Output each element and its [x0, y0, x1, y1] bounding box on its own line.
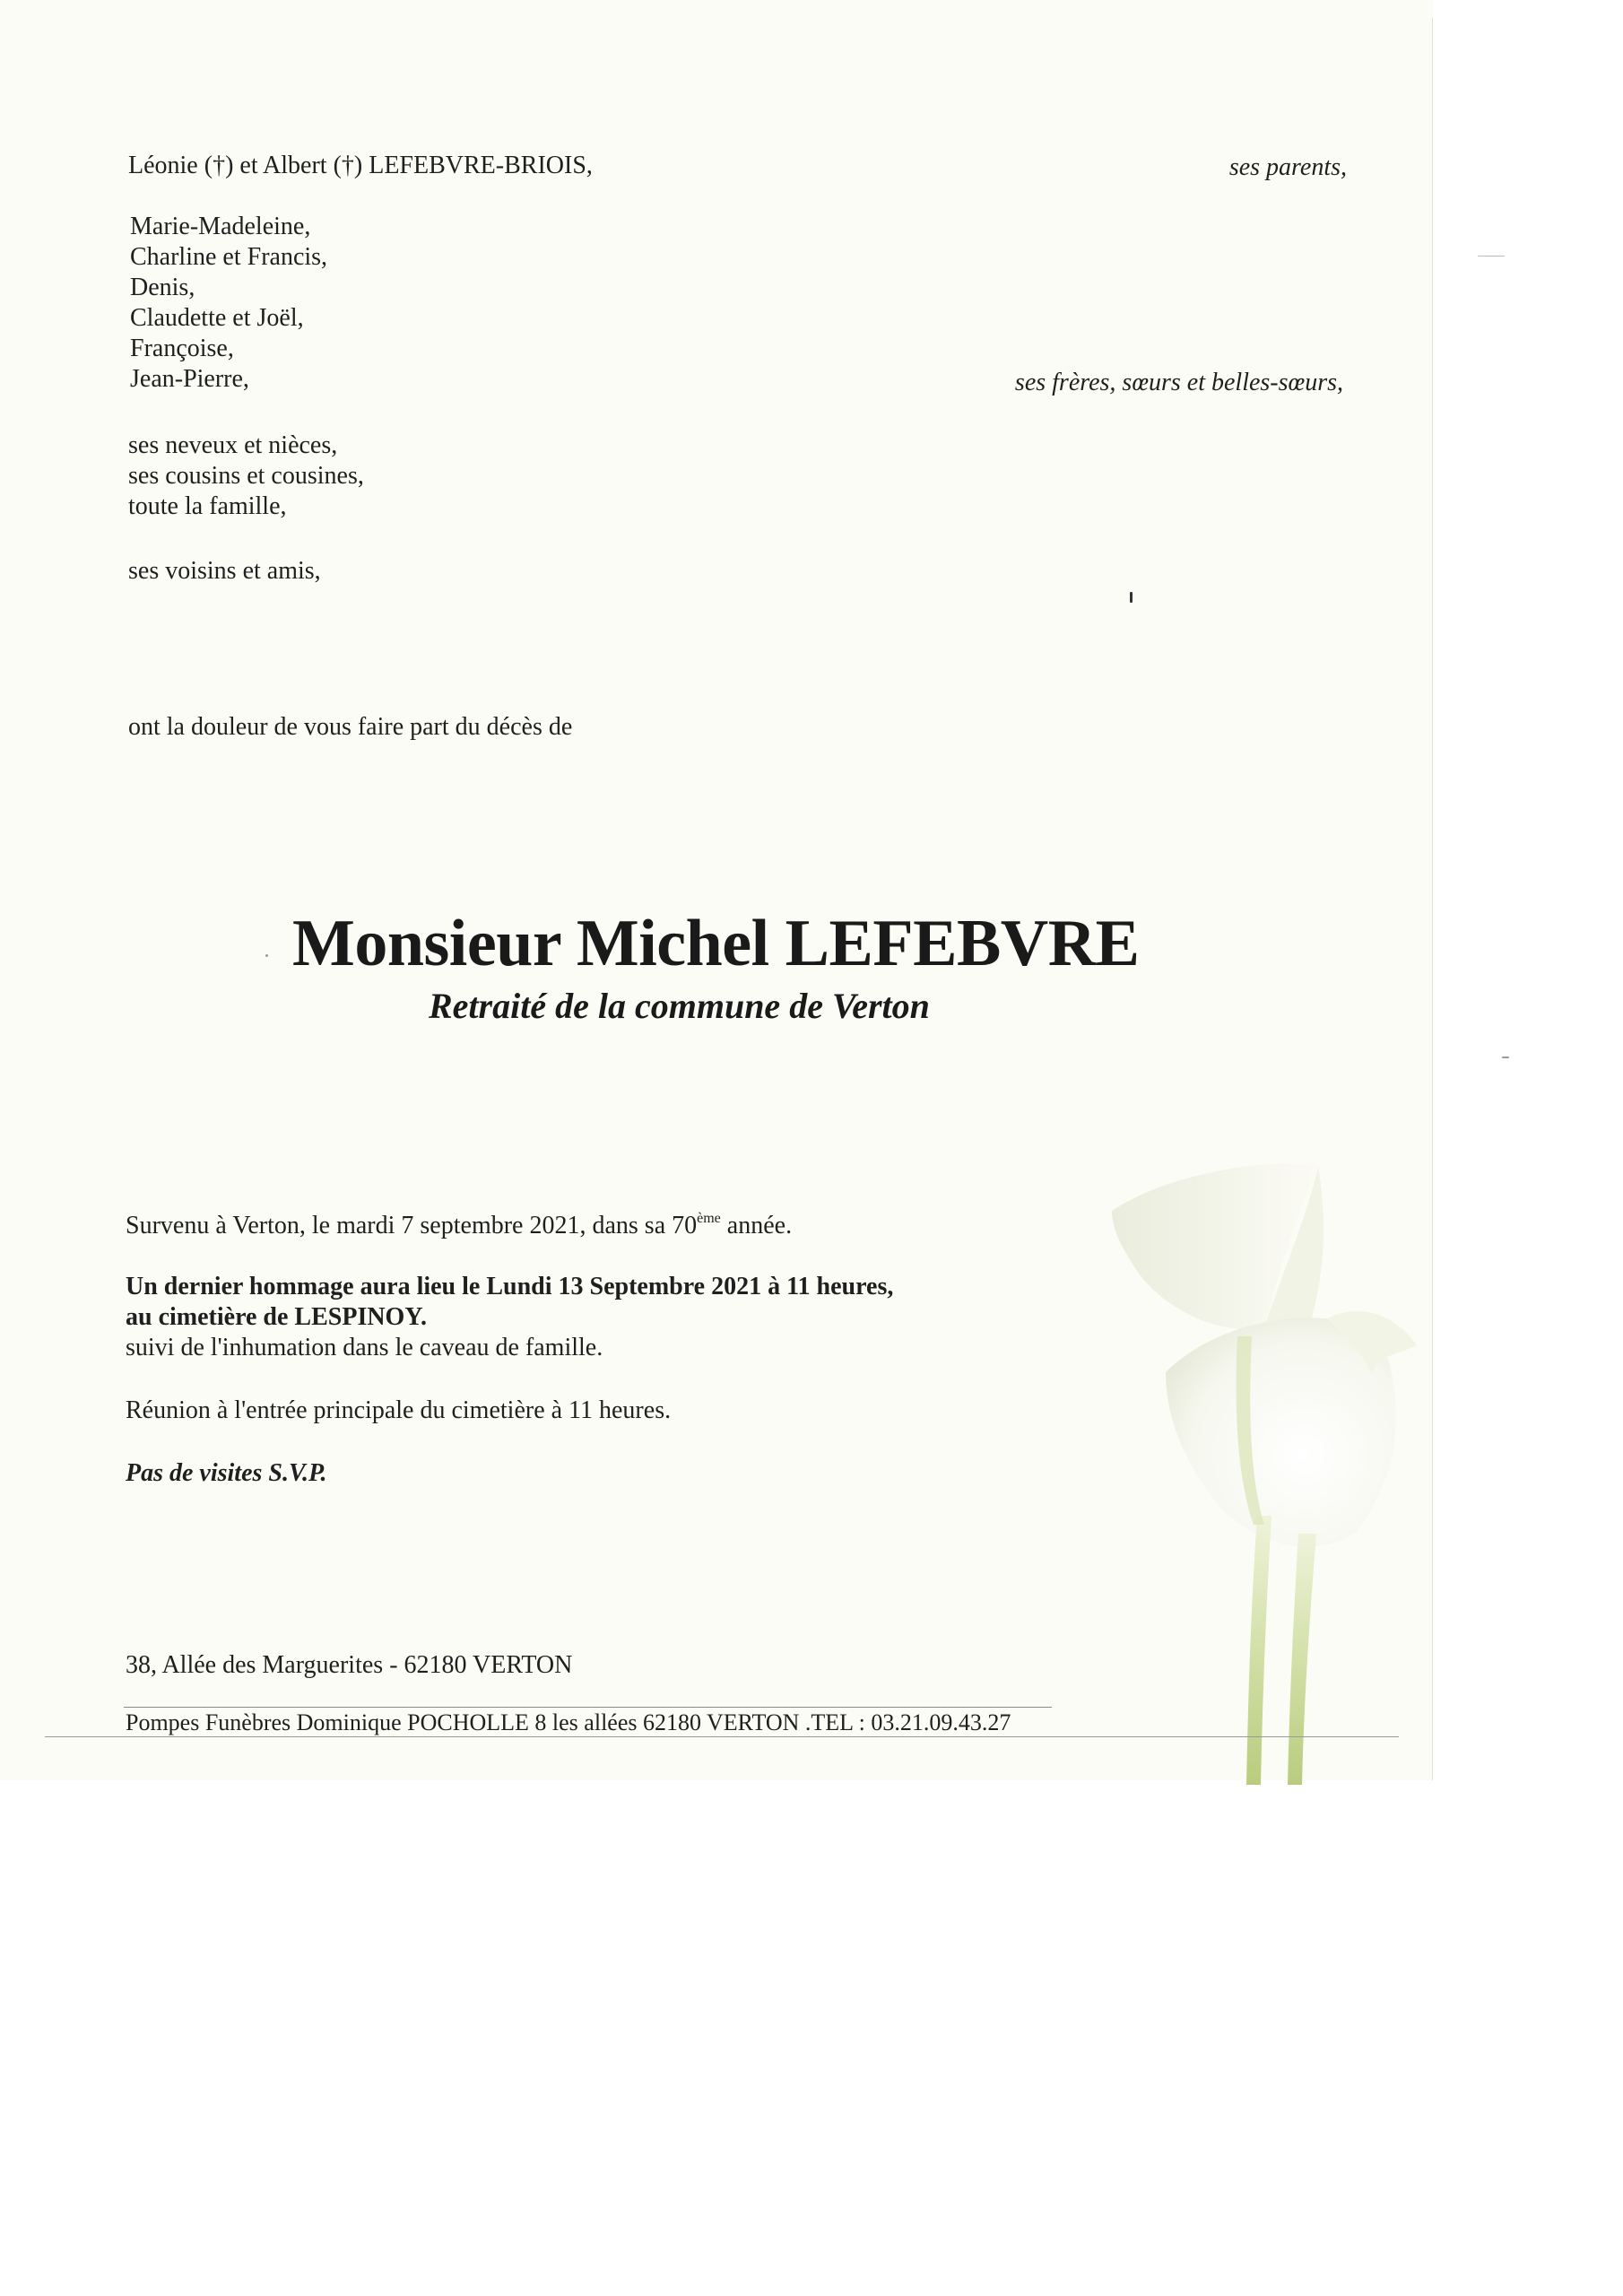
extended-family-line: ses neveux et nièces,: [128, 431, 338, 459]
gathering-line: Réunion à l'entrée principale du cimetière à 11 heures.: [126, 1396, 672, 1424]
sibling-name: Denis,: [130, 274, 195, 301]
stem-left: [1246, 1516, 1271, 1785]
announcement-line: ont la douleur de vous faire part du décès de: [128, 713, 573, 741]
funeral-home-line: Pompes Funèbres Dominique POCHOLLE 8 les allées 62180 VERTON .TEL : 03.21.09.43.27: [126, 1709, 1011, 1735]
death-notice: [126, 1211, 792, 1241]
deceased-subtitle: Retraité de la commune de Verton: [429, 986, 930, 1026]
deceased-name: Monsieur Michel LEFEBVRE: [292, 907, 1140, 980]
friends-line: ses voisins et amis,: [128, 557, 321, 585]
sibling-name: Marie-Madeleine,: [130, 213, 311, 240]
sibling-name: Claudette et Joël,: [130, 304, 304, 332]
scan-speck: [1130, 592, 1133, 603]
death-notice-text: Survenu à Verton, le mardi 7 septembre 2021, dans sa 70: [126, 1212, 698, 1239]
death-notice-superscript: ème: [697, 1211, 721, 1226]
scan-speck: [1502, 1057, 1509, 1058]
death-notice-suffix: année.: [720, 1212, 793, 1239]
address-line: 38, Allée des Marguerites - 62180 VERTON: [126, 1651, 573, 1679]
ceremony-line-2: au cimetière de LESPINOY.: [126, 1303, 427, 1331]
footer-divider-bottom: [45, 1736, 1399, 1737]
no-visits-line: Pas de visites S.V.P.: [126, 1459, 327, 1487]
stem-right: [1288, 1534, 1316, 1785]
extended-family-line: toute la famille,: [128, 492, 287, 520]
calla-lily-illustration: [1058, 1139, 1435, 1785]
sibling-name: Charline et Francis,: [130, 243, 328, 271]
ceremony-line-1: Un dernier hommage aura lieu le Lundi 13 Septembre 2021 à 11 heures,: [126, 1273, 894, 1300]
scan-speck: [1478, 256, 1505, 257]
parents-relation: ses parents,: [1228, 153, 1347, 181]
scan-speck: [265, 954, 268, 957]
siblings-relation: ses frères, sœurs et belles-sœurs,: [1014, 369, 1343, 396]
sibling-name: Françoise,: [130, 335, 234, 362]
extended-family-line: ses cousins et cousines,: [128, 462, 364, 490]
parents-names: Léonie (†) et Albert (†) LEFEBVRE-BRIOIS,: [128, 152, 593, 179]
ceremony-line-3: suivi de l'inhumation dans le caveau de famille.: [126, 1334, 603, 1361]
sibling-name: Jean-Pierre,: [130, 365, 249, 393]
